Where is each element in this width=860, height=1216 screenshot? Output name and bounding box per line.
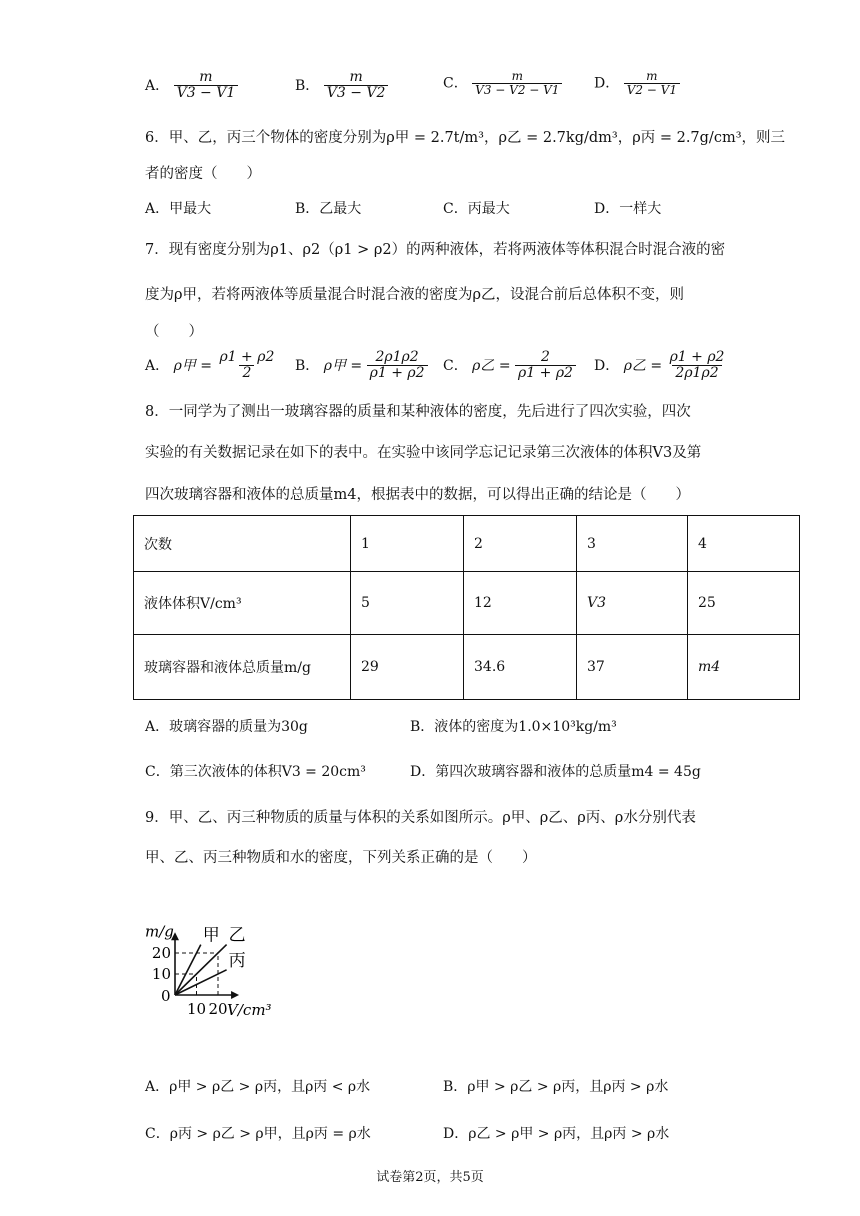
table-cell: 34.6 [464, 635, 577, 700]
q7-stem-line3: （ ） [145, 324, 203, 340]
table-cell: 37 [577, 635, 688, 700]
q6-stem-line2: 者的密度（ ） [145, 166, 261, 182]
x-tick-label: 10 [186, 1000, 207, 1018]
y-axis-label: m/g [145, 922, 174, 941]
q9-option-d[interactable]: D．ρ乙 > ρ甲 > ρ丙，且ρ丙 > ρ水 [443, 1126, 670, 1142]
q7-option-a[interactable]: A． ρ甲 = $\frac{\rho 1 + \rho 2}{2}$ [145, 350, 277, 382]
q5-a-fraction: $\frac{m}{V3 - V1}$ [174, 70, 239, 102]
q9-option-a[interactable]: A．ρ甲 > ρ乙 > ρ丙，且ρ丙 < ρ水 [145, 1079, 371, 1095]
q5-option-d[interactable]: D． $\frac{m}{V2 - V1}$ [594, 70, 680, 97]
table-cell: m4 [688, 635, 800, 700]
table-cell: 4 [688, 516, 800, 572]
q7-d-fraction: $\frac{\rho 1 + \rho 2}{2\rho 1\rho 2}$ [669, 349, 725, 382]
page-footer: 试卷第2页，共5页 [376, 1170, 484, 1185]
table-row [134, 572, 800, 635]
table-cell: 次数 [134, 516, 351, 572]
table-cell: 1 [351, 516, 464, 572]
q5-d-fraction: $\frac{m}{V2 - V1}$ [624, 70, 680, 97]
q7-option-b[interactable]: B． ρ甲 = $\frac{2\rho 1\rho 2}{\rho 1 + \rho 2}$ [295, 350, 428, 382]
q8-option-a[interactable]: A．玻璃容器的质量为30g [145, 719, 308, 735]
q5-c-fraction: $\frac{m}{V3 - V2 - V1}$ [472, 70, 562, 97]
q5-option-a[interactable]: A． $\frac{m}{V3 - V1}$ [145, 70, 238, 102]
q9-stem-line1: 9．甲、乙、丙三种物质的质量与体积的关系如图所示。ρ甲、ρ乙、ρ丙、ρ水分别代表 [145, 810, 696, 826]
table-cell: 29 [351, 635, 464, 700]
table-cell: 12 [464, 572, 577, 635]
q5-option-b[interactable]: B． $\frac{m}{V3 - V2}$ [295, 70, 388, 102]
q6-option-c[interactable]: C．丙最大 [443, 201, 510, 217]
q8-option-b[interactable]: B．液体的密度为1.0×10³kg/m³ [410, 719, 617, 735]
mass-volume-chart [130, 870, 360, 1030]
table-row [134, 516, 800, 572]
q7-option-c[interactable]: C． ρ乙 = $\frac{2}{\rho 1 + \rho 2}$ [443, 350, 576, 382]
table-cell: V3 [577, 572, 688, 635]
q5-b-fraction: $\frac{m}{V3 - V2}$ [324, 70, 389, 102]
q8-data-table [133, 515, 800, 700]
q8-option-c[interactable]: C．第三次液体的体积V3 = 20cm³ [145, 764, 366, 780]
q8-option-d[interactable]: D．第四次玻璃容器和液体的总质量m4 = 45g [410, 764, 701, 780]
q7-stem-line1: 7．现有密度分别为ρ1、ρ2（ρ1 > ρ2）的两种液体，若将两液体等体积混合时混合液的密 [145, 242, 726, 258]
series-label: 乙 [228, 925, 246, 946]
series-label: 甲 [202, 925, 220, 946]
table-cell: 3 [577, 516, 688, 572]
q7-option-d[interactable]: D． ρ乙 = $\frac{\rho 1 + \rho 2}{2\rho 1\rho 2}$ [594, 350, 727, 382]
origin-label: 0 [161, 987, 171, 1005]
table-cell: 5 [351, 572, 464, 635]
x-axis-arrow [231, 991, 239, 999]
q6-option-b[interactable]: B．乙最大 [295, 201, 362, 217]
q7-b-fraction: $\frac{2\rho 1\rho 2}{\rho 1 + \rho 2}$ [367, 350, 428, 382]
table-cell: 25 [688, 572, 800, 635]
q7-stem-line2: 度为ρ甲，若将两液体等质量混合时混合液的密度为ρ乙，设混合前后总体积不变，则 [145, 287, 685, 303]
series-lines [175, 945, 227, 995]
x-tick-label: 20 [208, 1000, 228, 1018]
table-cell: 液体体积V/cm³ [134, 572, 351, 635]
series-line-乙 [175, 945, 227, 995]
q5-option-c[interactable]: C． $\frac{m}{V3 - V2 - V1}$ [443, 70, 562, 97]
q8-stem-line3: 四次玻璃容器和液体的总质量m4，根据表中的数据，可以得出正确的结论是（ ） [145, 487, 690, 503]
q8-stem-line2: 实验的有关数据记录在如下的表中。在实验中该同学忘记记录第三次液体的体积V3及第 [145, 445, 702, 461]
q7-a-fraction: $\frac{\rho 1 + \rho 2}{2}$ [219, 349, 275, 382]
y-tick-label: 10 [151, 965, 171, 983]
table-cell: 2 [464, 516, 577, 572]
q7-c-fraction: $\frac{2}{\rho 1 + \rho 2}$ [515, 350, 576, 382]
y-tick-label: 20 [151, 944, 171, 962]
table-row [134, 635, 800, 700]
chart-labels [145, 922, 272, 1019]
q8-stem-line1: 8．一同学为了测出一玻璃容器的质量和某种液体的密度，先后进行了四次实验，四次 [145, 404, 691, 420]
q6-option-d[interactable]: D．一样大 [594, 201, 662, 217]
q6-option-a[interactable]: A．甲最大 [145, 201, 212, 217]
q6-stem-line1: 6．甲、乙，丙三个物体的密度分别为ρ甲 = 2.7t/m³，ρ乙 = 2.7kg/dm³，ρ丙 = 2.7g/cm³，则三 [145, 130, 786, 146]
q9-option-c[interactable]: C．ρ丙 > ρ乙 > ρ甲，且ρ丙 = ρ水 [145, 1126, 371, 1142]
q9-option-b[interactable]: B．ρ甲 > ρ乙 > ρ丙，且ρ丙 > ρ水 [443, 1079, 669, 1095]
x-axis-label: V/cm³ [227, 1001, 272, 1019]
table-cell: 玻璃容器和液体总质量m/g [134, 635, 351, 700]
q9-stem-line2: 甲、乙、丙三种物质和水的密度，下列关系正确的是（ ） [145, 850, 537, 866]
series-label: 丙 [228, 950, 246, 971]
